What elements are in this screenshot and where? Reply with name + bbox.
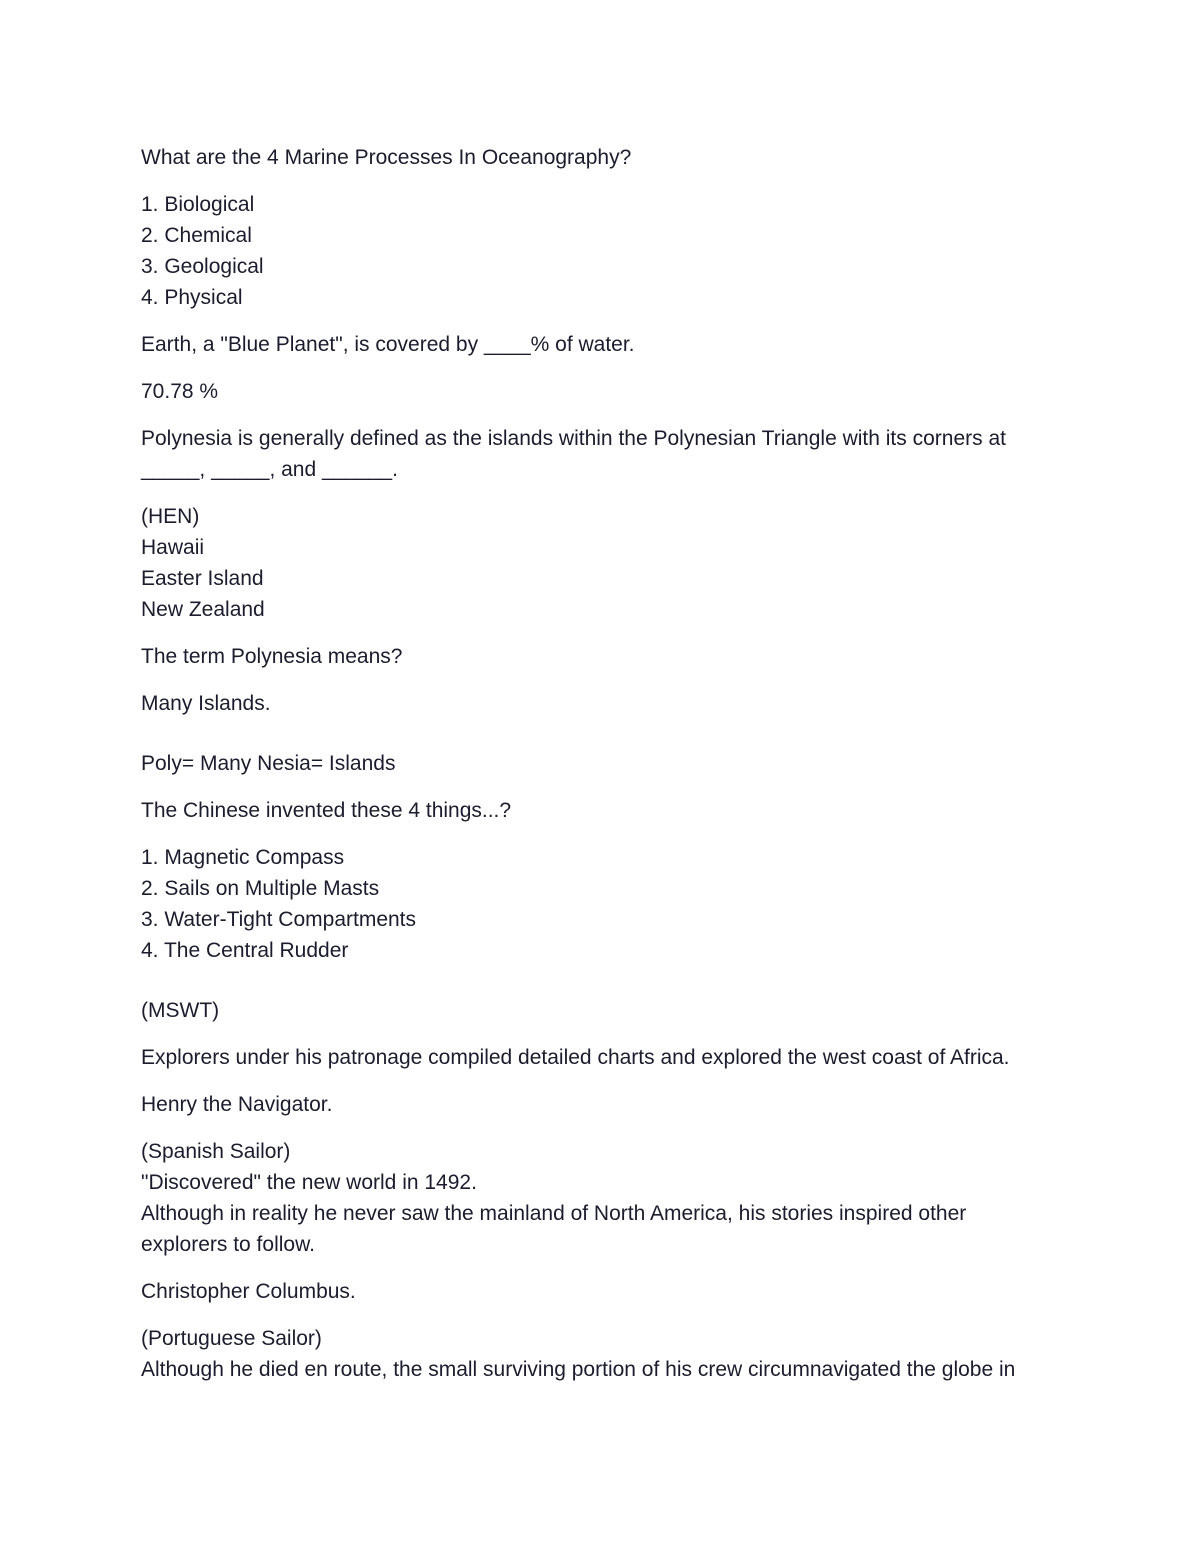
list-item: 3. Geological bbox=[141, 255, 264, 278]
question-line: (Portuguese Sailor) bbox=[141, 1327, 322, 1350]
answer-list-polynesian-triangle bbox=[141, 501, 1071, 625]
list-item: Hawaii bbox=[141, 536, 205, 559]
question-marine-processes: What are the 4 Marine Processes In Oceanography? bbox=[141, 146, 632, 169]
question-polynesian-triangle bbox=[141, 423, 1071, 485]
answer-polynesia-meaning: Many Islands. bbox=[141, 692, 271, 715]
question-line: Although in reality he never saw the mainland of North America, his stories inspired other bbox=[141, 1202, 967, 1225]
question-line: (Spanish Sailor) bbox=[141, 1140, 291, 1163]
list-item: 2. Sails on Multiple Masts bbox=[141, 877, 380, 900]
question-line: _____, _____, and ______. bbox=[141, 458, 398, 481]
note-polynesia-etymology: Poly= Many Nesia= Islands bbox=[141, 752, 396, 775]
answer-list-chinese-inventions bbox=[141, 842, 1071, 966]
question-henry-navigator: Explorers under his patronage compiled detailed charts and explored the west coast of Africa. bbox=[141, 1046, 1010, 1069]
list-item: 3. Water-Tight Compartments bbox=[141, 908, 417, 931]
answer-list-marine-processes bbox=[141, 189, 1071, 313]
question-line: Although he died en route, the small surviving portion of his crew circumnavigated the globe in bbox=[141, 1358, 1016, 1381]
mnemonic-chinese-inventions: (MSWT) bbox=[141, 999, 220, 1022]
question-line: explorers to follow. bbox=[141, 1233, 315, 1256]
list-item: 1. Magnetic Compass bbox=[141, 846, 345, 869]
list-item: New Zealand bbox=[141, 598, 265, 621]
question-portuguese-sailor bbox=[141, 1323, 1071, 1385]
document-body bbox=[141, 142, 1071, 1385]
question-line: "Discovered" the new world in 1492. bbox=[141, 1171, 477, 1194]
question-polynesia-meaning: The term Polynesia means? bbox=[141, 645, 403, 668]
question-chinese-inventions: The Chinese invented these 4 things...? bbox=[141, 799, 512, 822]
list-item: (HEN) bbox=[141, 505, 200, 528]
answer-spanish-sailor: Christopher Columbus. bbox=[141, 1280, 356, 1303]
question-spanish-sailor bbox=[141, 1136, 1071, 1260]
list-item: Easter Island bbox=[141, 567, 264, 590]
answer-blue-planet: 70.78 % bbox=[141, 380, 219, 403]
list-item: 4. Physical bbox=[141, 286, 243, 309]
list-item: 2. Chemical bbox=[141, 224, 252, 247]
list-item: 1. Biological bbox=[141, 193, 255, 216]
answer-henry-navigator: Henry the Navigator. bbox=[141, 1093, 333, 1116]
question-line: Polynesia is generally defined as the islands within the Polynesian Triangle with its corners at bbox=[141, 427, 1006, 450]
list-item: 4. The Central Rudder bbox=[141, 939, 349, 962]
question-blue-planet: Earth, a "Blue Planet", is covered by ____% of water. bbox=[141, 333, 635, 356]
